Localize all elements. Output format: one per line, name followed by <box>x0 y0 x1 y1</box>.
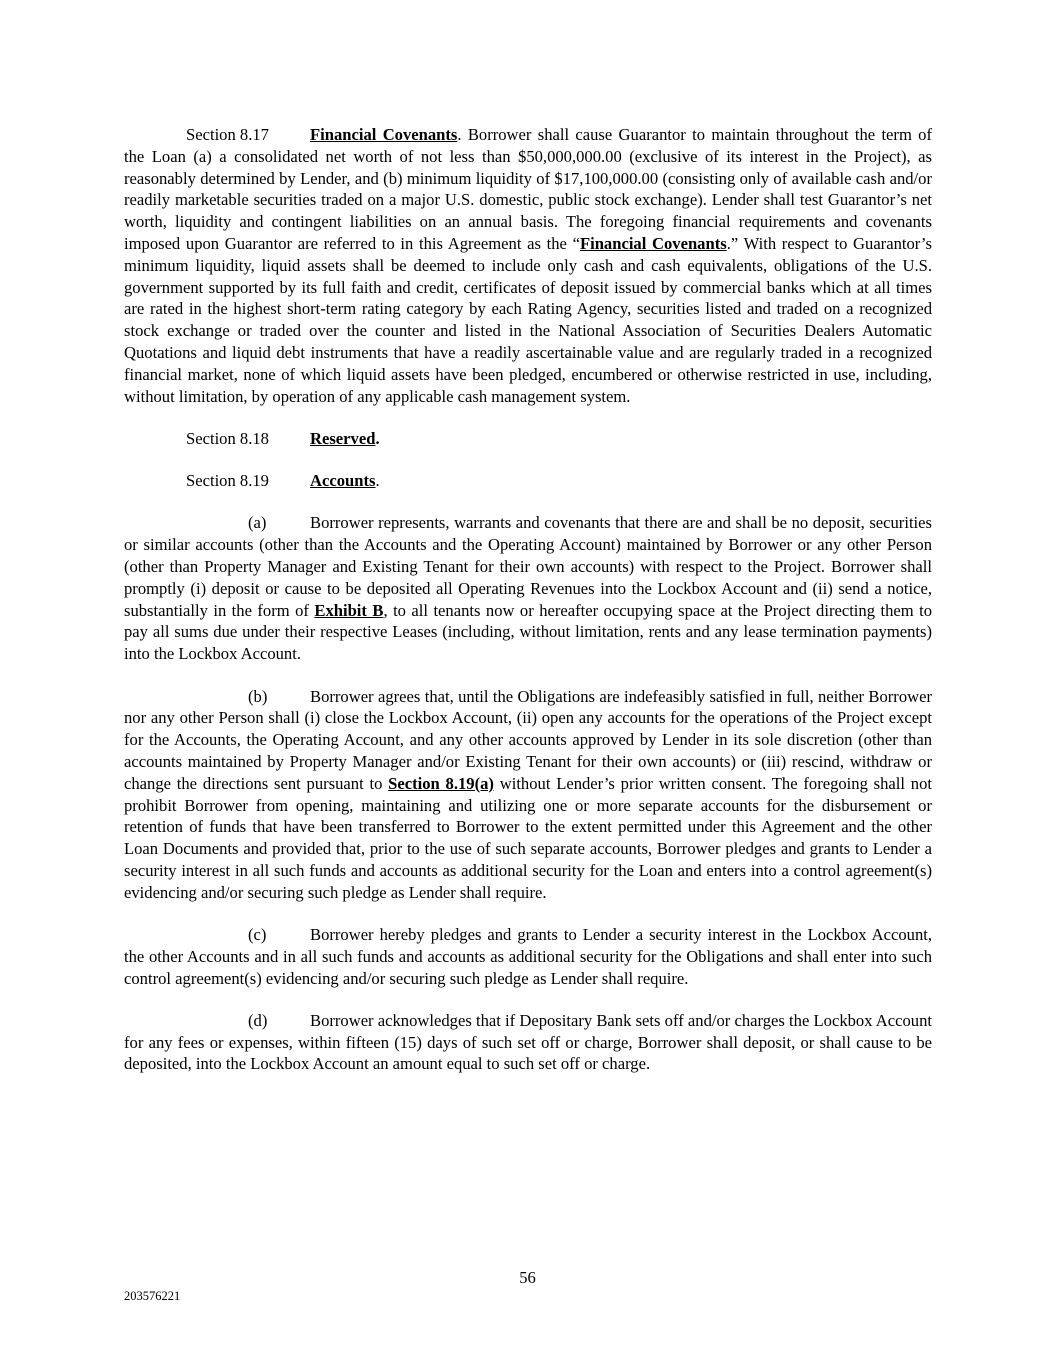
section-8-19 <box>124 470 932 492</box>
subsection-label: (d) <box>248 1010 268 1030</box>
section-number: Section 8.19 <box>186 471 269 491</box>
subsection-label: (b) <box>248 686 268 706</box>
cross-reference: Section 8.19(a) <box>388 773 494 793</box>
section-heading: Reserved <box>310 428 376 448</box>
section-number: Section 8.17 <box>186 125 269 144</box>
document-id: 203576221 <box>124 1289 181 1303</box>
subsection-text: Borrower acknowledges that if Depositary Bank sets off and/or charges the Lockbox Account for any fees or expenses, within fifteen (15) days of such set off or charge, Borrower shall deposit, or shall cause to be deposited, into the Lockbox Account an amount equal to such set off or charge. <box>124 1010 932 1074</box>
cross-reference: Exhibit B <box>314 600 384 620</box>
subsection-text: Borrower hereby pledges and grants to Lender a security interest in the Lockbox Account, the other Accounts and in all such funds and accounts as additional security for the Obligations and shall enter into such control agreement(s) evidencing and/or securing such pledge as Lender shall require. <box>124 925 932 988</box>
subsection-text: , to all tenants now or hereafter occupying space at the Project directing them to pay all sums due under their respective Leases (including, without limitation, rents and any lease termination payments) into the Lockbox Account. <box>124 600 932 664</box>
section-text: . Borrower shall cause Guarantor to maintain throughout the term of the Loan (a) a consolidated net worth of not less than $50,000,000.00 (exclusive of its interest in the Project), as reasonably determined by Lender, and (b) minimum liquidity of $17,100,000.00 (consisting only of available cash and/or readily marketable securities traded on a major U.S. domestic, public stock exchange). Lender shall test Guarantor’s net worth, liquidity and contingent liabilities on an annual basis. The foregoing financial requirements and covenants imposed upon Guarantor are referred to in this Agreement as the “ <box>124 125 932 253</box>
document-body <box>124 124 932 1075</box>
subsection-text: Borrower represents, warrants and covenants that there are and shall be no deposit, securities or similar accounts (other than the Accounts and the Operating Account) maintained by Borrower or any other Person (other than Property Manager and Existing Tenant for their own accounts) with respect to the Project. Borrower shall promptly (i) deposit or cause to be deposited all Operating Revenues into the Lockbox Account and (ii) send a notice, substantially in the form of <box>124 513 932 620</box>
section-8-17 <box>124 124 932 407</box>
section-punctuation: . <box>375 471 380 491</box>
defined-term: Financial Covenants <box>579 233 727 253</box>
section-heading: Accounts <box>310 471 376 491</box>
subsection-label: (c) <box>248 925 267 944</box>
subsection-a <box>124 512 932 665</box>
section-text: .” With respect to Guarantor’s minimum liquidity, liquid assets shall be deemed to include only cash and cash equivalents, obligations of the U.S. government supported by its full faith and credit, certificates of deposit issued by commercial banks which at all times are rated in the highest short-term rating category by each Rating Agency, securities listed and traded on a recognized stock exchange or traded over the counter and listed in the National Association of Securities Dealers Automatic Quotations and liquid debt instruments that have a readily ascertainable value and are regularly traded in a recognized financial market, none of which liquid assets have been pledged, encumbered or otherwise restricted in use, including, without limitation, by operation of any applicable cash management system. <box>124 233 932 406</box>
subsection-label: (a) <box>248 513 267 533</box>
subsection-text: without Lender’s prior written consent. The foregoing shall not prohibit Borrower from opening, maintaining and utilizing one or more separate accounts for the disbursement or retention of funds that have been transferred to Borrower to the extent permitted under this Agreement and the other Loan Documents and provided that, prior to the use of such separate accounts, Borrower pledges and grants to Lender a security interest in all such funds and accounts as additional security for the Loan and enters into a control agreement(s) evidencing and/or securing such pledge as Lender shall require. <box>124 773 932 902</box>
section-8-18 <box>124 428 932 450</box>
page-number: 56 <box>519 1268 536 1287</box>
section-heading: Financial Covenants <box>310 125 458 144</box>
subsection-c <box>124 924 932 989</box>
subsection-text: Borrower agrees that, until the Obligations are indefeasibly satisfied in full, neither Borrower nor any other Person shall (i) close the Lockbox Account, (ii) open any accounts for the operations of the Project except for the Accounts, the Operating Account, and any other accounts approved by Lender in its sole discretion (other than accounts maintained by Property Manager and/or Existing Tenant for their own accounts) or (iii) rescind, withdraw or change the directions sent pursuant to <box>124 686 932 793</box>
subsection-d <box>124 1010 932 1075</box>
section-punctuation: . <box>375 428 380 448</box>
section-number: Section 8.18 <box>186 428 269 448</box>
subsection-b <box>124 686 932 904</box>
